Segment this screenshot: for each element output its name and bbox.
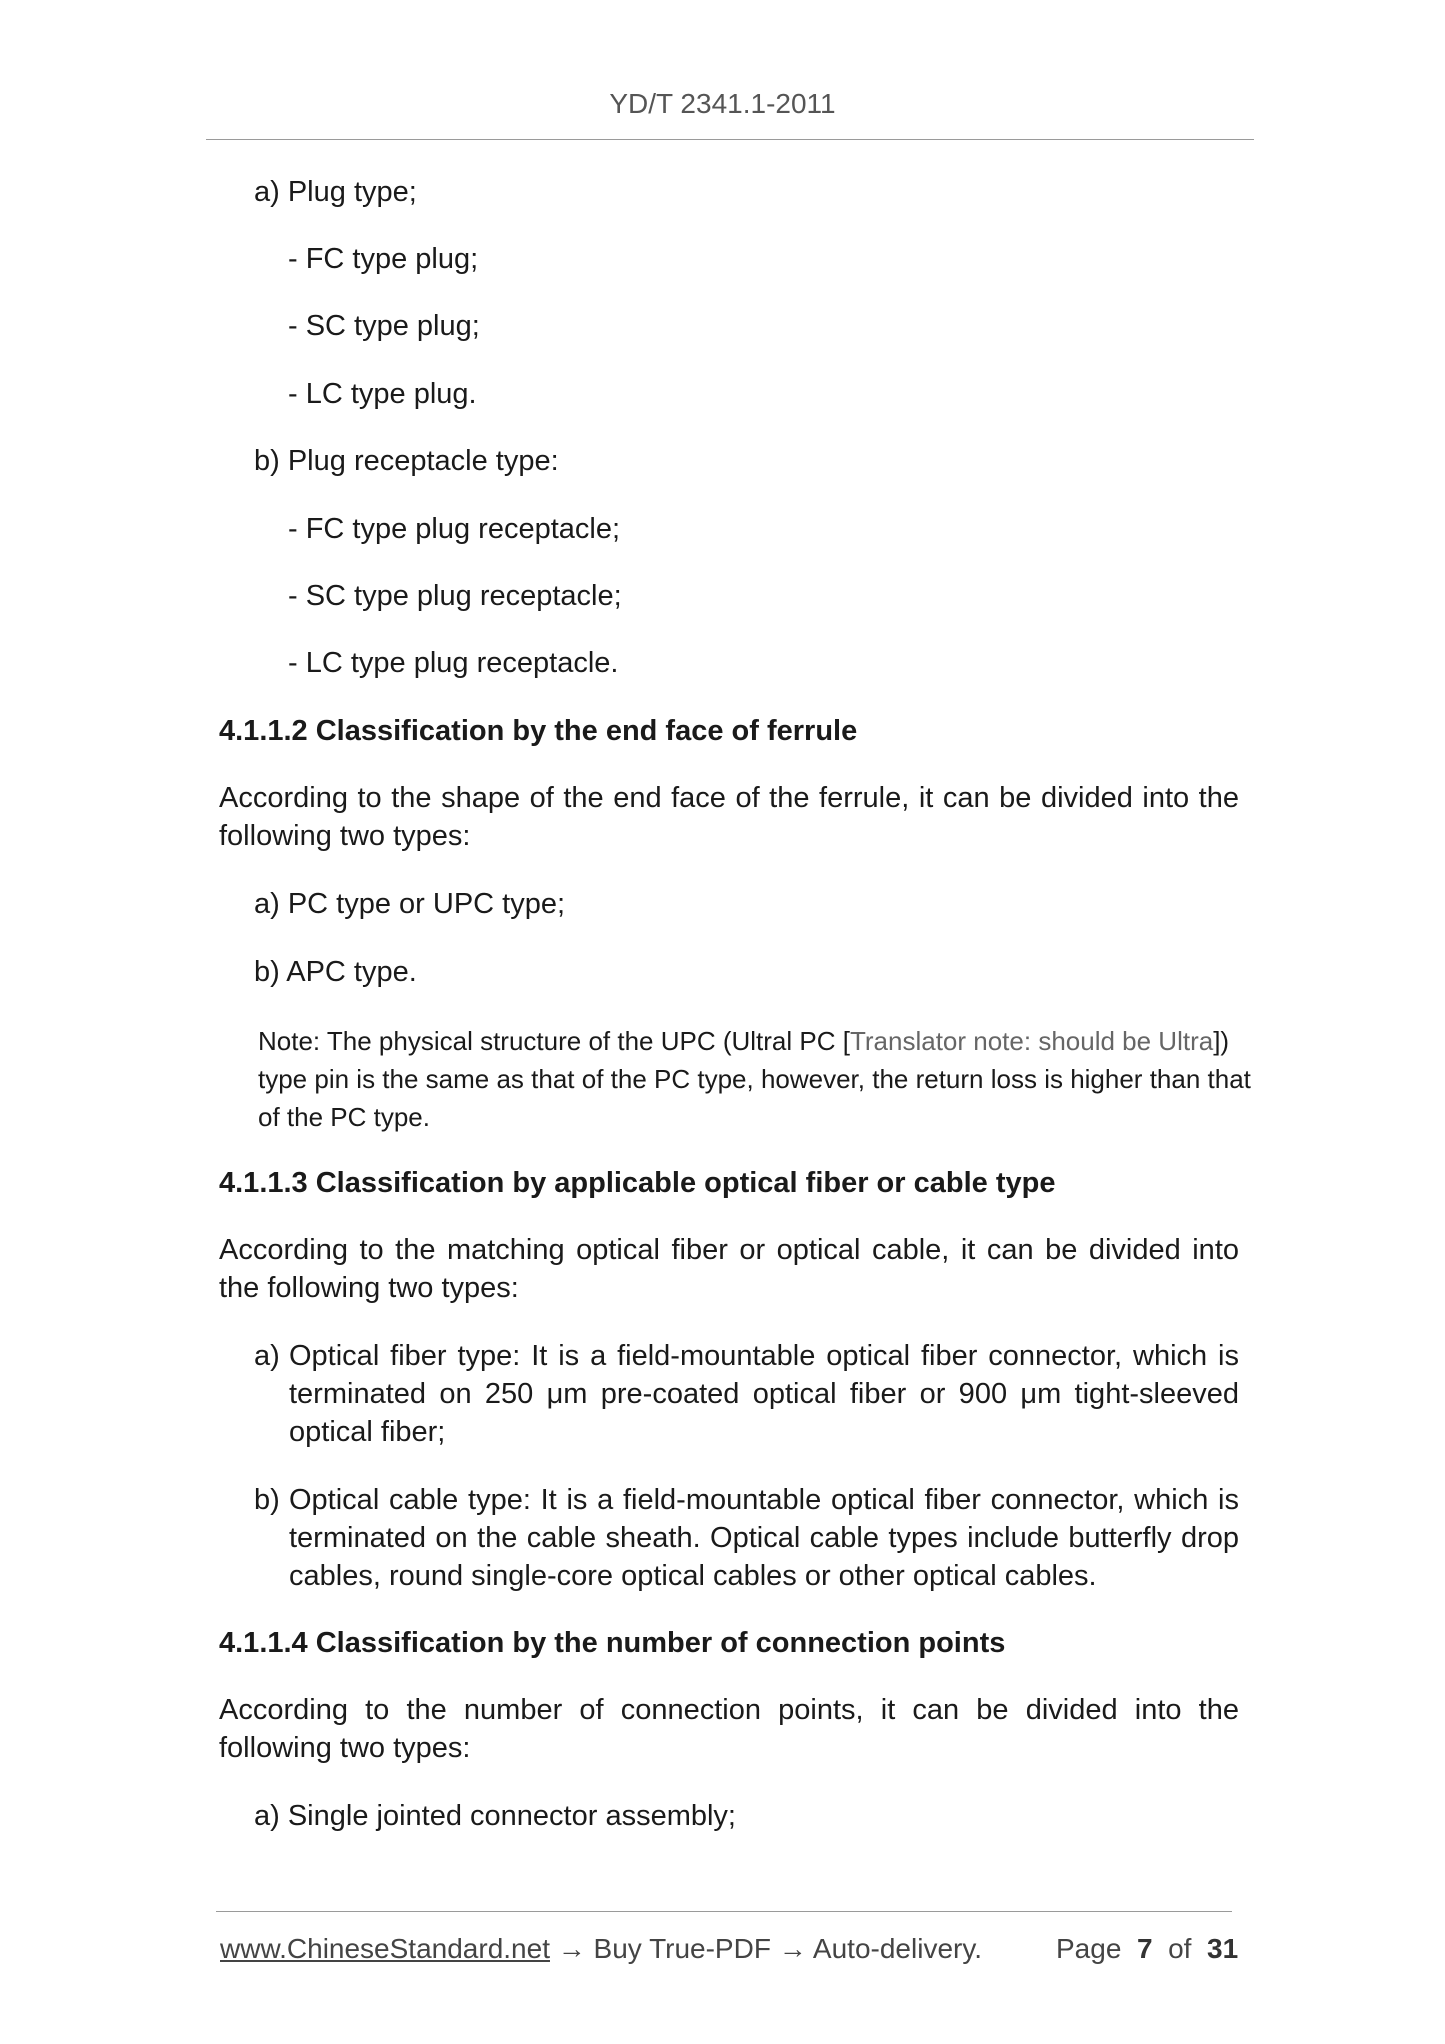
footer-promo-text: → Buy True-PDF → Auto-delivery.	[549, 1933, 983, 1964]
plug-type-item-fc: - FC type plug;	[288, 243, 479, 275]
of-word: of	[1168, 1933, 1192, 1964]
item-a-label: a)	[254, 1340, 280, 1372]
section-4-1-1-3-intro: According to the matching optical fiber or optical cable, it can be divided into the following two types:	[219, 1234, 1239, 1304]
section-4-1-1-4-item-a: a) Single jointed connector assembly;	[254, 1800, 736, 1832]
header-divider	[206, 139, 1254, 140]
document-id-header: YD/T 2341.1-2011	[609, 88, 836, 119]
footer-divider	[216, 1911, 1232, 1912]
item-a-text: Optical fiber type: It is a field-mountable optical fiber connector, which is terminated on 250 μm pre-coated optical fiber or 900 μm tight-sleeved optical fiber;	[289, 1340, 1239, 1448]
section-4-1-1-2-item-b: b) APC type.	[254, 956, 417, 988]
section-4-1-1-3-item-a	[254, 1337, 1239, 1451]
current-page-number: 7	[1136, 1933, 1153, 1964]
section-4-1-1-3-heading: 4.1.1.3 Classification by applicable optical fiber or cable type	[219, 1167, 1056, 1199]
plug-type-item-lc: - LC type plug.	[288, 378, 477, 410]
page-indicator	[1056, 1930, 1238, 1968]
receptacle-type-item-sc: - SC type plug receptacle;	[288, 580, 622, 612]
item-b-label: b)	[254, 1484, 280, 1516]
receptacle-type-item-fc: - FC type plug receptacle;	[288, 513, 621, 545]
section-4-1-1-2-item-a: a) PC type or UPC type;	[254, 888, 566, 920]
section-4-1-1-3-item-b	[254, 1481, 1239, 1595]
section-4-1-1-2-heading: 4.1.1.2 Classification by the end face of ferrule	[219, 715, 858, 747]
plug-type-item-sc: - SC type plug;	[288, 310, 480, 342]
receptacle-type-title: b) Plug receptacle type:	[254, 445, 559, 477]
item-b-text: Optical cable type: It is a field-mountable optical fiber connector, which is terminated on the cable sheath. Optical cable types include butterfly drop cables, round single-core optical cables or other optical cables.	[289, 1484, 1239, 1592]
section-4-1-1-4-heading: 4.1.1.4 Classification by the number of connection points	[219, 1627, 1006, 1659]
receptacle-type-item-lc: - LC type plug receptacle.	[288, 647, 619, 679]
translator-note-paragraph	[258, 1022, 1258, 1136]
plug-type-title: a) Plug type;	[254, 176, 417, 208]
section-4-1-1-2-intro: According to the shape of the end face of the ferrule, it can be divided into the following two types:	[219, 782, 1239, 852]
website-link[interactable]: www.ChineseStandard.net	[220, 1933, 550, 1964]
translator-note-text: Translator note: should be Ultra	[849, 1026, 1214, 1056]
note-text-end: ]) type pin is the same as that of the PC type, however, the return loss is higher than that of the PC type.	[258, 1026, 1251, 1132]
note-text-start: Note: The physical structure of the UPC (Ultral PC [	[258, 1026, 850, 1056]
page-word: Page	[1056, 1933, 1122, 1964]
footer-promo	[220, 1930, 982, 1968]
total-pages: 31	[1207, 1933, 1239, 1964]
section-4-1-1-4-intro: According to the number of connection points, it can be divided into the following two types:	[219, 1694, 1239, 1764]
